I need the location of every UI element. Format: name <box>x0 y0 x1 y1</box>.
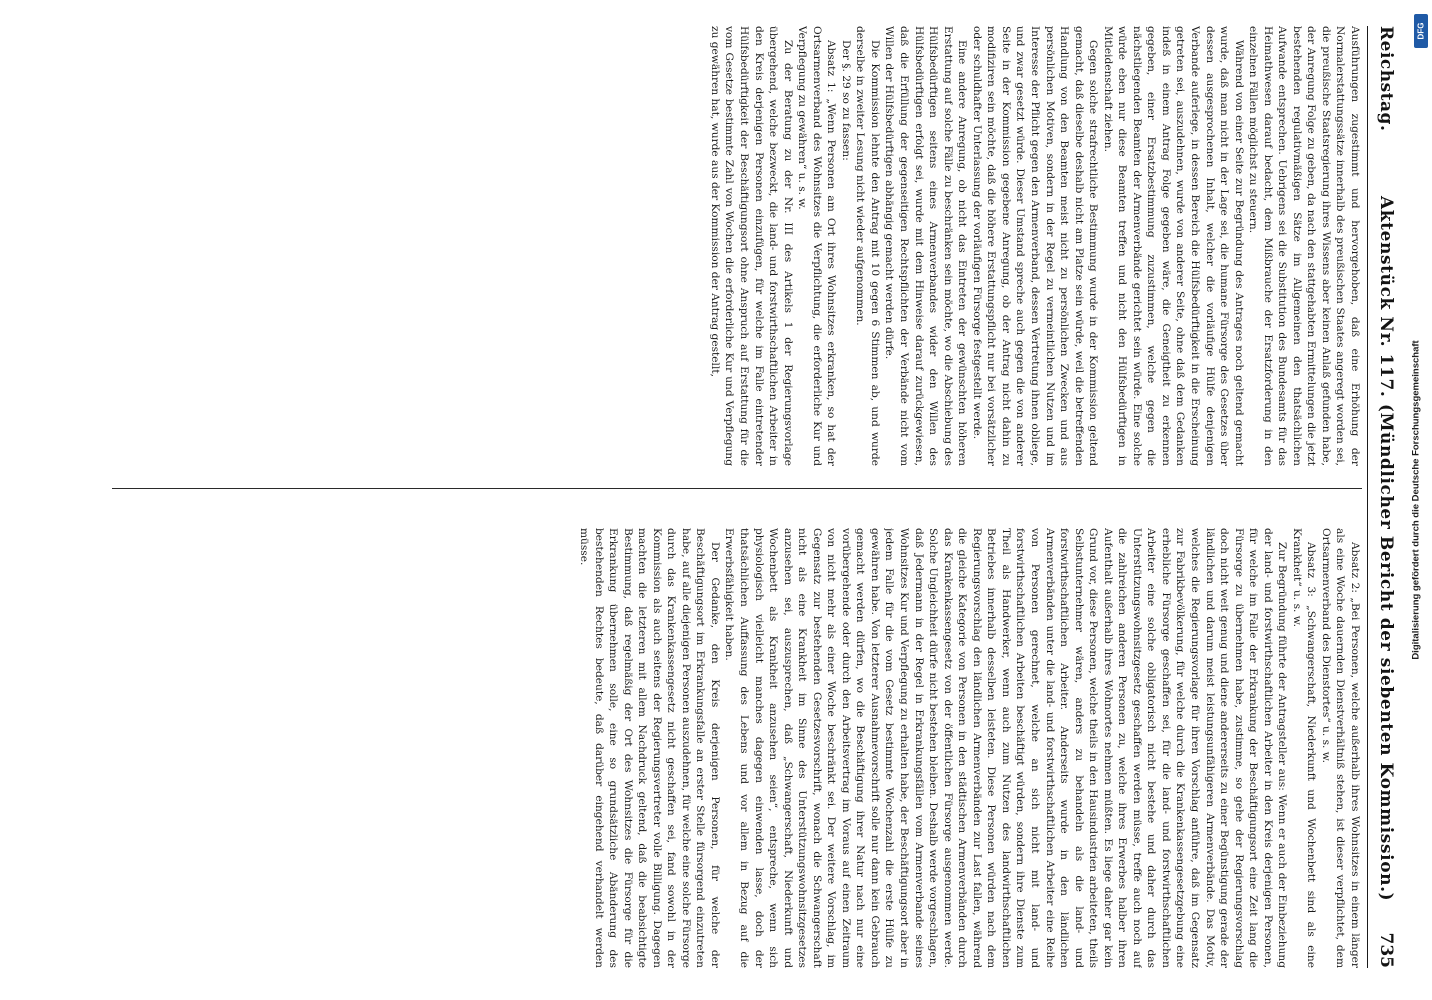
paragraph: Absatz 1: „Wenn Personen am Ort ihres Wohnsitzes erkranken, so hat der Ortsarmenverband des Wohnsitzes die Verpflichtung, die erforderliche Kur und Verpflegung zu gewähren“ u. s. w. <box>796 26 838 466</box>
text-columns <box>112 26 1362 968</box>
digitization-credit <box>1400 0 1432 1000</box>
page-header <box>1367 26 1402 968</box>
left-column <box>112 26 1362 466</box>
column-divider <box>112 488 1362 489</box>
page-number: 735 <box>1376 932 1396 968</box>
paragraph: Die Kommission lehnte den Antrag mit 10 gegen 6 Stimmen ab, und wurde derselbe in zweiter Lesung nicht wieder aufgenommen. <box>854 26 881 466</box>
paragraph: Der §. 29 so zu fassen: <box>839 40 852 161</box>
header-left: Reichstag. <box>1376 26 1396 132</box>
paragraph: Gegen solche strafrechtliche Bestimmung wurde in der Kommission geltend gemacht, daß dieselbe deshalb nicht am Platze sein würde, weil die betreffenden Handlung von den Beamten meist nicht zu persönlichen Zwecken und aus persönlichen Motiven, sondern in der Regel zu vermeintlichen Nutzen und im Interesse der Pflicht gegen den Armenverband, dessen Vertretung ihnen obliege, und zwar gesetzt würde. Dieser Umstand spreche auch gegen die von anderer Seite in der Kommission gegebene Anregung, ob der Antrag nicht dahin zu modifiziren sein möchte, daß die höhere Erstattungspflicht nur bei vorsätzlicher oder schuldhafter Unterlassung der vorläufigen Fürsorge festgestellt werde. <box>970 26 1100 466</box>
dfg-logo-text: DFG <box>1416 22 1426 40</box>
paragraph: Ausführungen zugestimmt und hervorgehoben, daß eine Erhöhung der Normalerstattungssätze innerhalb des preußischen Staates angeregt worden sei, die preußische Staatsregierung ihres Wissens aber keinen Anlaß gefunden habe, der Anregung Folge zu geben, da nach den stattgehabten Ermittelungen die jetzt bestehenden regulativmäßigen Sätze im Allgemeinen den thatsächlichen Aufwande entsprechen. Uebrigens sei die Substitution des Bundesamts für das Heimathwesen darauf bedacht, dem Mißbrauche der Ersatzforderung in den einzelnen Fällen möglichst zu steuern. <box>1247 26 1361 466</box>
paragraph: Eine andere Anregung, ob nicht das Eintreten der gewünschten höheren Erstattung auf solche Fälle zu beschränken sein möchte, wo die Abschiebung des Hülfsbedürftigen seitens eines Armenverbandes wider den Willen des Hülfsbedürftigen erfolgt sei, wurde mit dem Hinweise darauf zurückgewiesen, daß die Erfüllung der gegenseitigen Rechtspflichten der Verbände nicht vom Willen der Hülfsbedürftigen abhängig gemacht werden dürfe. <box>883 26 969 466</box>
paragraph: Absatz 2: „Bei Personen, welche außerhalb ihres Wohnsitzes in einem länger als eine Woche dauernden Dienstverhältniß stehen, ist dieser verpflichtet, dem Ortsarmenverband des Dienstortes“ u. s. w. <box>1319 528 1361 968</box>
header-title: Aktenstück Nr. 117. (Mündlicher Bericht der siebenten Kommission.) <box>1376 196 1396 902</box>
paragraph: Der Gedanke, den Kreis derjenigen Personen, für welche der Beschäftigungsort im Erkrankungsfalle an erster Stelle fürsorgend einzutreten habe, auf alle diejenigen Personen auszudehnen, für welche eine solche Fürsorge durch das Krankenkassengesetz nicht geschaffen sei, fand sowohl in der Kommission als auch seitens der Regierungsvertreter volle Billigung. Dagegen machten die letzteren mit allem Nachdruck geltend, daß die beabsichtigte Bestimmung, daß regelmäßig der Ort des Wohnsitzes die Fürsorge für die Erkrankung übernehmen solle, eine so grundsätzliche Abänderung des bestehenden Rechtes bedeute, daß darüber eingehend verhandelt werden müsse. <box>578 528 721 968</box>
credit-text: Digitalisierung gefördert durch die Deutsche Forschungsgemeinschaft <box>1410 340 1422 660</box>
paragraph: Zur Begründung führte der Antragsteller aus: Wenn er auch der Einbeziehung der land- und forstwirthschaftlichen Arbeiter in den Kreis derjenigen Personen, für welche im Falle der Erkrankung der Beschäftigungsort eine Zeit lang die Fürsorge zu übernehmen habe, zustimme, so gehe der Regierungsvorschlag doch nicht weit genug und diene andererseits zu einer Begünstigung gerade der ländlichen und darum meist leistungsunfähigeren Armenverbände. Das Motiv, welches die Regierungsvorlage für ihren Vorschlag anführe, daß im Gegensatz zur Fabrikbevölkerung, für welche durch die Krankenkassengesetzgebung eine erhebliche Fürsorge geschaffen sei, für die land- und forstwirthschaftlichen Arbeiter eine solche obligatorisch nicht bestehe und daher durch das Unterstützungswohnsitzgesetz geschaffen werden müsse, treffe auch noch auf die zahlreichen anderen Personen zu, welche ihres Erwerbes halber ihren Aufenthalt außerhalb ihres Wohnortes nehmen müßten. Es liege daher gar kein Grund vor, diese Personen, welche theils in den Hausindustrien arbeiteten, theils Selbstunternehmer wären, anders zu behandeln als die land- und forstwirthschaftlichen Arbeiter. Anderseits wurde in den ländlichen Armenverbänden unter die land- und forstwirthschaftlichen Arbeiter eine Reihe von Personen gerechnet, welche an sich nicht mit land- und forstwirthschaftlichen Arbeiten beschäftigt würden, sondern ihre Dienste zum Theil als Handwerker, wenn auch zum Nutzen des landwirthschaftlichen Betriebes innerhalb desselben leisteten. Diese Personen würden nach dem Regierungsvorschlag den ländlichen Armenverbänden zur Last fallen, während die gleiche Kategorie von Personen in den städtischen Armenverbänden durch das Krankenkassengesetz von der öffentlichen Fürsorge ausgenommen werde. Solche Ungleichheit dürfe nicht bestehen bleiben. Deshalb werde vorgeschlagen, daß Jedermann in der Regel in Erkrankungsfällen vom Armenverbande seines Wohnsitzes Kur und Verpflegung zu erhalten habe, der Beschäftigungsort aber in jedem Falle für die vom Gesetz bestimmte Wochenzahl die erste Hülfe zu gewähren habe. Von letzterer Ausnahmevorschrift solle nur dann kein Gebrauch gemacht werden dürfen, wo die Beschäftigung ihrer Natur nach nur eine vorübergehende oder durch den Arbeitsvertrag im Voraus auf einen Zeitraum von nicht mehr als einer Woche beschränkt sei. Der weitere Vorschlag, im Gegensatz zur bestehenden Gesetzesvorschrift, wonach die Schwangerschaft nicht als eine Krankheit im Sinne des Unterstützungswohnsitzgesetzes anzusehen sei, auszusprechen, daß „Schwangerschaft, Niederkunft und Wochenbett als Krankheit anzusehen seien“, entspreche, wenn sich physiologisch vielleicht manches dagegen einwenden lasse, doch der thatsächlichen Auffassung des Lebens und vor allem in Bezug auf die Erwerbsfähigkeit haben. <box>723 528 1289 968</box>
dfg-logo-icon <box>1414 14 1428 48</box>
right-column <box>112 528 1362 968</box>
paragraph: Absatz 3: „Schwangerschaft, Niederkunft und Wochenbett sind als eine Krankheit“ u. s. w. <box>1290 528 1318 968</box>
paragraph: Während von einer Seite zur Begründung des Antrages noch geltend gemacht wurde, daß man nicht in der Lage sei, die humane Fürsorge des Gesetzes über dessen ausgesprochenen Inhalt, welcher die vorläufige Hülfe denjenigen Verbande auferlege, in dessen Bereich die Hülfsbedürftigkeit in die Erscheinung getreten sei, auszudehnen, wurde von anderer Seite, ohne daß dem Gedanken indeß in einem Antrag Folge gegeben wäre, die Geneigtheit zu erkennen gegeben, einer Ersatzbestimmung zuzustimmen, welche gegen die nächstliegenden Beamten der Armenverbände gerichtet sein würde. Eine solche würde eben nur diese Beamten treffen und nicht den Hülfsbedürftigen in Mitleidenschaft ziehen. <box>1101 26 1245 466</box>
paragraph: Zu der Beratung zu der Nr. III des Artikels 1 der Regierungsvorlage übergehend, welche bezweckt, die land- und forstwirthschaftlichen Arbeiter in den Kreis derjenigen Personen einzufügen, für welche im Falle eintretender Hülfsbedürftigkeit der Beschäftigungsort ohne Anspruch auf Erstattung für die vom Gesetze bestimmte Zahl von Wochen die erforderliche Kur und Verpflegung zu gewähren hat, wurde aus der Kommission der Antrag gestellt, <box>708 26 794 466</box>
